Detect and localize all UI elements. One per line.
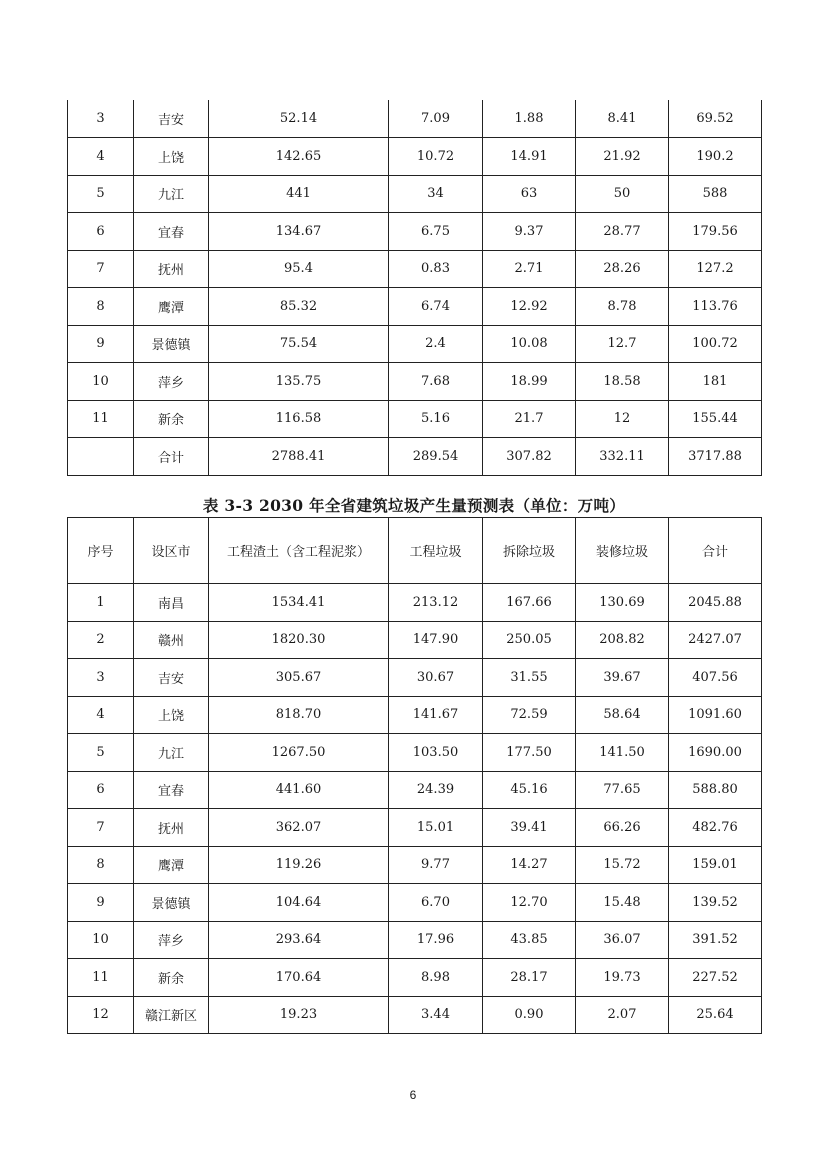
table-cell: 7 bbox=[68, 809, 134, 847]
table-cell: 2.71 bbox=[483, 250, 576, 288]
table-cell: 18.58 bbox=[576, 363, 669, 401]
table-cell: 上饶 bbox=[134, 696, 209, 734]
table-cell: 2788.41 bbox=[209, 438, 389, 476]
header-cell: 装修垃圾 bbox=[576, 518, 669, 584]
table-cell: 441 bbox=[209, 175, 389, 213]
table-cell: 11 bbox=[68, 959, 134, 997]
table-cell: 9 bbox=[68, 884, 134, 922]
table-row bbox=[68, 175, 762, 213]
table-cell: 14.91 bbox=[483, 138, 576, 176]
table-cell: 28.26 bbox=[576, 250, 669, 288]
table-cell: 8.41 bbox=[576, 100, 669, 138]
table-cell: 17.96 bbox=[389, 921, 483, 959]
table-cell: 2.4 bbox=[389, 325, 483, 363]
table-cell: 7 bbox=[68, 250, 134, 288]
table-cell: 赣州 bbox=[134, 621, 209, 659]
table-cell: 4 bbox=[68, 138, 134, 176]
table-cell: 52.14 bbox=[209, 100, 389, 138]
table-row bbox=[68, 996, 762, 1034]
table-cell: 12.92 bbox=[483, 288, 576, 326]
table-cell: 1.88 bbox=[483, 100, 576, 138]
header-cell: 序号 bbox=[68, 518, 134, 584]
table-2030-forecast bbox=[67, 517, 762, 1034]
table-cell: 167.66 bbox=[483, 584, 576, 622]
table-cell: 2.07 bbox=[576, 996, 669, 1034]
table-cell: 250.05 bbox=[483, 621, 576, 659]
table-cell: 景德镇 bbox=[134, 325, 209, 363]
table-cell: 9.37 bbox=[483, 213, 576, 251]
table-cell: 208.82 bbox=[576, 621, 669, 659]
table-cell: 227.52 bbox=[669, 959, 762, 997]
table-cell: 50 bbox=[576, 175, 669, 213]
table-cell: 104.64 bbox=[209, 884, 389, 922]
table-cell: 39.67 bbox=[576, 659, 669, 697]
table-cell: 14.27 bbox=[483, 846, 576, 884]
table-cell: 24.39 bbox=[389, 771, 483, 809]
table-cell: 213.12 bbox=[389, 584, 483, 622]
table-cell: 1091.60 bbox=[669, 696, 762, 734]
table-cell: 赣江新区 bbox=[134, 996, 209, 1034]
table-cell: 31.55 bbox=[483, 659, 576, 697]
table-cell: 141.67 bbox=[389, 696, 483, 734]
table-cell: 11 bbox=[68, 400, 134, 438]
table-cell: 鹰潭 bbox=[134, 288, 209, 326]
table-cell: 482.76 bbox=[669, 809, 762, 847]
header-cell: 工程垃圾 bbox=[389, 518, 483, 584]
table-row bbox=[68, 138, 762, 176]
table-cell: 2 bbox=[68, 621, 134, 659]
table-cell: 9.77 bbox=[389, 846, 483, 884]
table-row bbox=[68, 213, 762, 251]
table-cell: 818.70 bbox=[209, 696, 389, 734]
table-row bbox=[68, 921, 762, 959]
table-cell: 362.07 bbox=[209, 809, 389, 847]
table-cell: 75.54 bbox=[209, 325, 389, 363]
table-cell: 289.54 bbox=[389, 438, 483, 476]
table-cell: 5.16 bbox=[389, 400, 483, 438]
header-cell: 合计 bbox=[669, 518, 762, 584]
table-row bbox=[68, 846, 762, 884]
table-cell: 新余 bbox=[134, 400, 209, 438]
table-cell: 10 bbox=[68, 363, 134, 401]
table-cell: 588.80 bbox=[669, 771, 762, 809]
table-cell: 63 bbox=[483, 175, 576, 213]
table-cell: 12.7 bbox=[576, 325, 669, 363]
table-cell: 100.72 bbox=[669, 325, 762, 363]
table-cell: 139.52 bbox=[669, 884, 762, 922]
table-cell: 宜春 bbox=[134, 771, 209, 809]
table-cell: 69.52 bbox=[669, 100, 762, 138]
table-cell: 10.08 bbox=[483, 325, 576, 363]
table-cell: 119.26 bbox=[209, 846, 389, 884]
table-cell: 1267.50 bbox=[209, 734, 389, 772]
table-cell: 58.64 bbox=[576, 696, 669, 734]
table-cell: 3 bbox=[68, 659, 134, 697]
table-cell: 103.50 bbox=[389, 734, 483, 772]
table-cell: 5 bbox=[68, 175, 134, 213]
table-cell: 34 bbox=[389, 175, 483, 213]
table-cell: 19.73 bbox=[576, 959, 669, 997]
table-cell: 28.17 bbox=[483, 959, 576, 997]
table-cell: 30.67 bbox=[389, 659, 483, 697]
table-cell: 6.74 bbox=[389, 288, 483, 326]
table-cell: 391.52 bbox=[669, 921, 762, 959]
table-cell: 6.75 bbox=[389, 213, 483, 251]
table-row bbox=[68, 884, 762, 922]
table-cell: 293.64 bbox=[209, 921, 389, 959]
table-cell: 134.67 bbox=[209, 213, 389, 251]
table-cell: 鹰潭 bbox=[134, 846, 209, 884]
table-cell: 0.90 bbox=[483, 996, 576, 1034]
table-cell: 15.01 bbox=[389, 809, 483, 847]
table-cell: 21.7 bbox=[483, 400, 576, 438]
page-number: 6 bbox=[409, 1088, 417, 1102]
table-cell: 170.64 bbox=[209, 959, 389, 997]
table-row bbox=[68, 659, 762, 697]
table-cell: 6 bbox=[68, 771, 134, 809]
table-cell: 1534.41 bbox=[209, 584, 389, 622]
table-cell: 8 bbox=[68, 288, 134, 326]
table-cell: 116.58 bbox=[209, 400, 389, 438]
table-cell: 332.11 bbox=[576, 438, 669, 476]
table-cell: 307.82 bbox=[483, 438, 576, 476]
table-cell: 3.44 bbox=[389, 996, 483, 1034]
table-cell: 0.83 bbox=[389, 250, 483, 288]
table-cell: 36.07 bbox=[576, 921, 669, 959]
table-cell: 159.01 bbox=[669, 846, 762, 884]
table-cell: 21.92 bbox=[576, 138, 669, 176]
table-cell: 合计 bbox=[134, 438, 209, 476]
table-cell: 85.32 bbox=[209, 288, 389, 326]
table-cell: 190.2 bbox=[669, 138, 762, 176]
table-cell: 1 bbox=[68, 584, 134, 622]
table-cell: 127.2 bbox=[669, 250, 762, 288]
table-cell: 19.23 bbox=[209, 996, 389, 1034]
table-cell: 2427.07 bbox=[669, 621, 762, 659]
table-caption: 表 3-3 2030 年全省建筑垃圾产生量预测表（单位：万吨） bbox=[202, 496, 626, 515]
table-cell: 72.59 bbox=[483, 696, 576, 734]
table-cell: 2045.88 bbox=[669, 584, 762, 622]
table-cell: 8.78 bbox=[576, 288, 669, 326]
table-cell: 萍乡 bbox=[134, 921, 209, 959]
table-cell: 12 bbox=[576, 400, 669, 438]
table-cell: 4 bbox=[68, 696, 134, 734]
table-cell: 3717.88 bbox=[669, 438, 762, 476]
table-row bbox=[68, 809, 762, 847]
table-cell: 3 bbox=[68, 100, 134, 138]
table-cell: 407.56 bbox=[669, 659, 762, 697]
table-cell: 15.48 bbox=[576, 884, 669, 922]
table-row bbox=[68, 771, 762, 809]
table-cell: 12 bbox=[68, 996, 134, 1034]
table-cell: 抚州 bbox=[134, 809, 209, 847]
table-cell: 5 bbox=[68, 734, 134, 772]
table-cell: 吉安 bbox=[134, 100, 209, 138]
table-cell: 10 bbox=[68, 921, 134, 959]
table-row bbox=[68, 584, 762, 622]
table-cell: 8.98 bbox=[389, 959, 483, 997]
table-cell: 7.09 bbox=[389, 100, 483, 138]
table-cell: 抚州 bbox=[134, 250, 209, 288]
table-row bbox=[68, 363, 762, 401]
table-row bbox=[68, 438, 762, 476]
table-cell: 8 bbox=[68, 846, 134, 884]
table-cell: 九江 bbox=[134, 734, 209, 772]
table-row bbox=[68, 621, 762, 659]
table-cell: 吉安 bbox=[134, 659, 209, 697]
table-cell: 141.50 bbox=[576, 734, 669, 772]
header-cell: 设区市 bbox=[134, 518, 209, 584]
table-cell: 25.64 bbox=[669, 996, 762, 1034]
table-cell: 588 bbox=[669, 175, 762, 213]
table-cell: 18.99 bbox=[483, 363, 576, 401]
table-cell bbox=[68, 438, 134, 476]
table-cell: 南昌 bbox=[134, 584, 209, 622]
table-header-row bbox=[68, 518, 762, 584]
table-cell: 441.60 bbox=[209, 771, 389, 809]
table-cell: 147.90 bbox=[389, 621, 483, 659]
table-cell: 177.50 bbox=[483, 734, 576, 772]
table-cell: 6.70 bbox=[389, 884, 483, 922]
table-cell: 181 bbox=[669, 363, 762, 401]
table-cell: 43.85 bbox=[483, 921, 576, 959]
table-2025-continued bbox=[67, 100, 762, 476]
table-cell: 景德镇 bbox=[134, 884, 209, 922]
table-cell: 新余 bbox=[134, 959, 209, 997]
table-cell: 1820.30 bbox=[209, 621, 389, 659]
table-cell: 9 bbox=[68, 325, 134, 363]
table-cell: 6 bbox=[68, 213, 134, 251]
table-cell: 135.75 bbox=[209, 363, 389, 401]
table-row bbox=[68, 400, 762, 438]
table-row bbox=[68, 696, 762, 734]
table-cell: 12.70 bbox=[483, 884, 576, 922]
table-cell: 15.72 bbox=[576, 846, 669, 884]
table-cell: 宜春 bbox=[134, 213, 209, 251]
table-cell: 39.41 bbox=[483, 809, 576, 847]
table-row bbox=[68, 734, 762, 772]
table-cell: 77.65 bbox=[576, 771, 669, 809]
table-cell: 142.65 bbox=[209, 138, 389, 176]
table-row bbox=[68, 325, 762, 363]
table-row bbox=[68, 100, 762, 138]
table-row bbox=[68, 288, 762, 326]
table-cell: 130.69 bbox=[576, 584, 669, 622]
table-row bbox=[68, 250, 762, 288]
table-cell: 45.16 bbox=[483, 771, 576, 809]
table-cell: 1690.00 bbox=[669, 734, 762, 772]
table-cell: 10.72 bbox=[389, 138, 483, 176]
table-cell: 95.4 bbox=[209, 250, 389, 288]
table-cell: 萍乡 bbox=[134, 363, 209, 401]
header-cell: 工程渣土（含工程泥浆） bbox=[209, 518, 389, 584]
table-cell: 上饶 bbox=[134, 138, 209, 176]
table-cell: 28.77 bbox=[576, 213, 669, 251]
table-cell: 7.68 bbox=[389, 363, 483, 401]
table-cell: 179.56 bbox=[669, 213, 762, 251]
table-cell: 九江 bbox=[134, 175, 209, 213]
header-cell: 拆除垃圾 bbox=[483, 518, 576, 584]
table-cell: 113.76 bbox=[669, 288, 762, 326]
table-cell: 155.44 bbox=[669, 400, 762, 438]
table-cell: 305.67 bbox=[209, 659, 389, 697]
table-row bbox=[68, 959, 762, 997]
table-cell: 66.26 bbox=[576, 809, 669, 847]
